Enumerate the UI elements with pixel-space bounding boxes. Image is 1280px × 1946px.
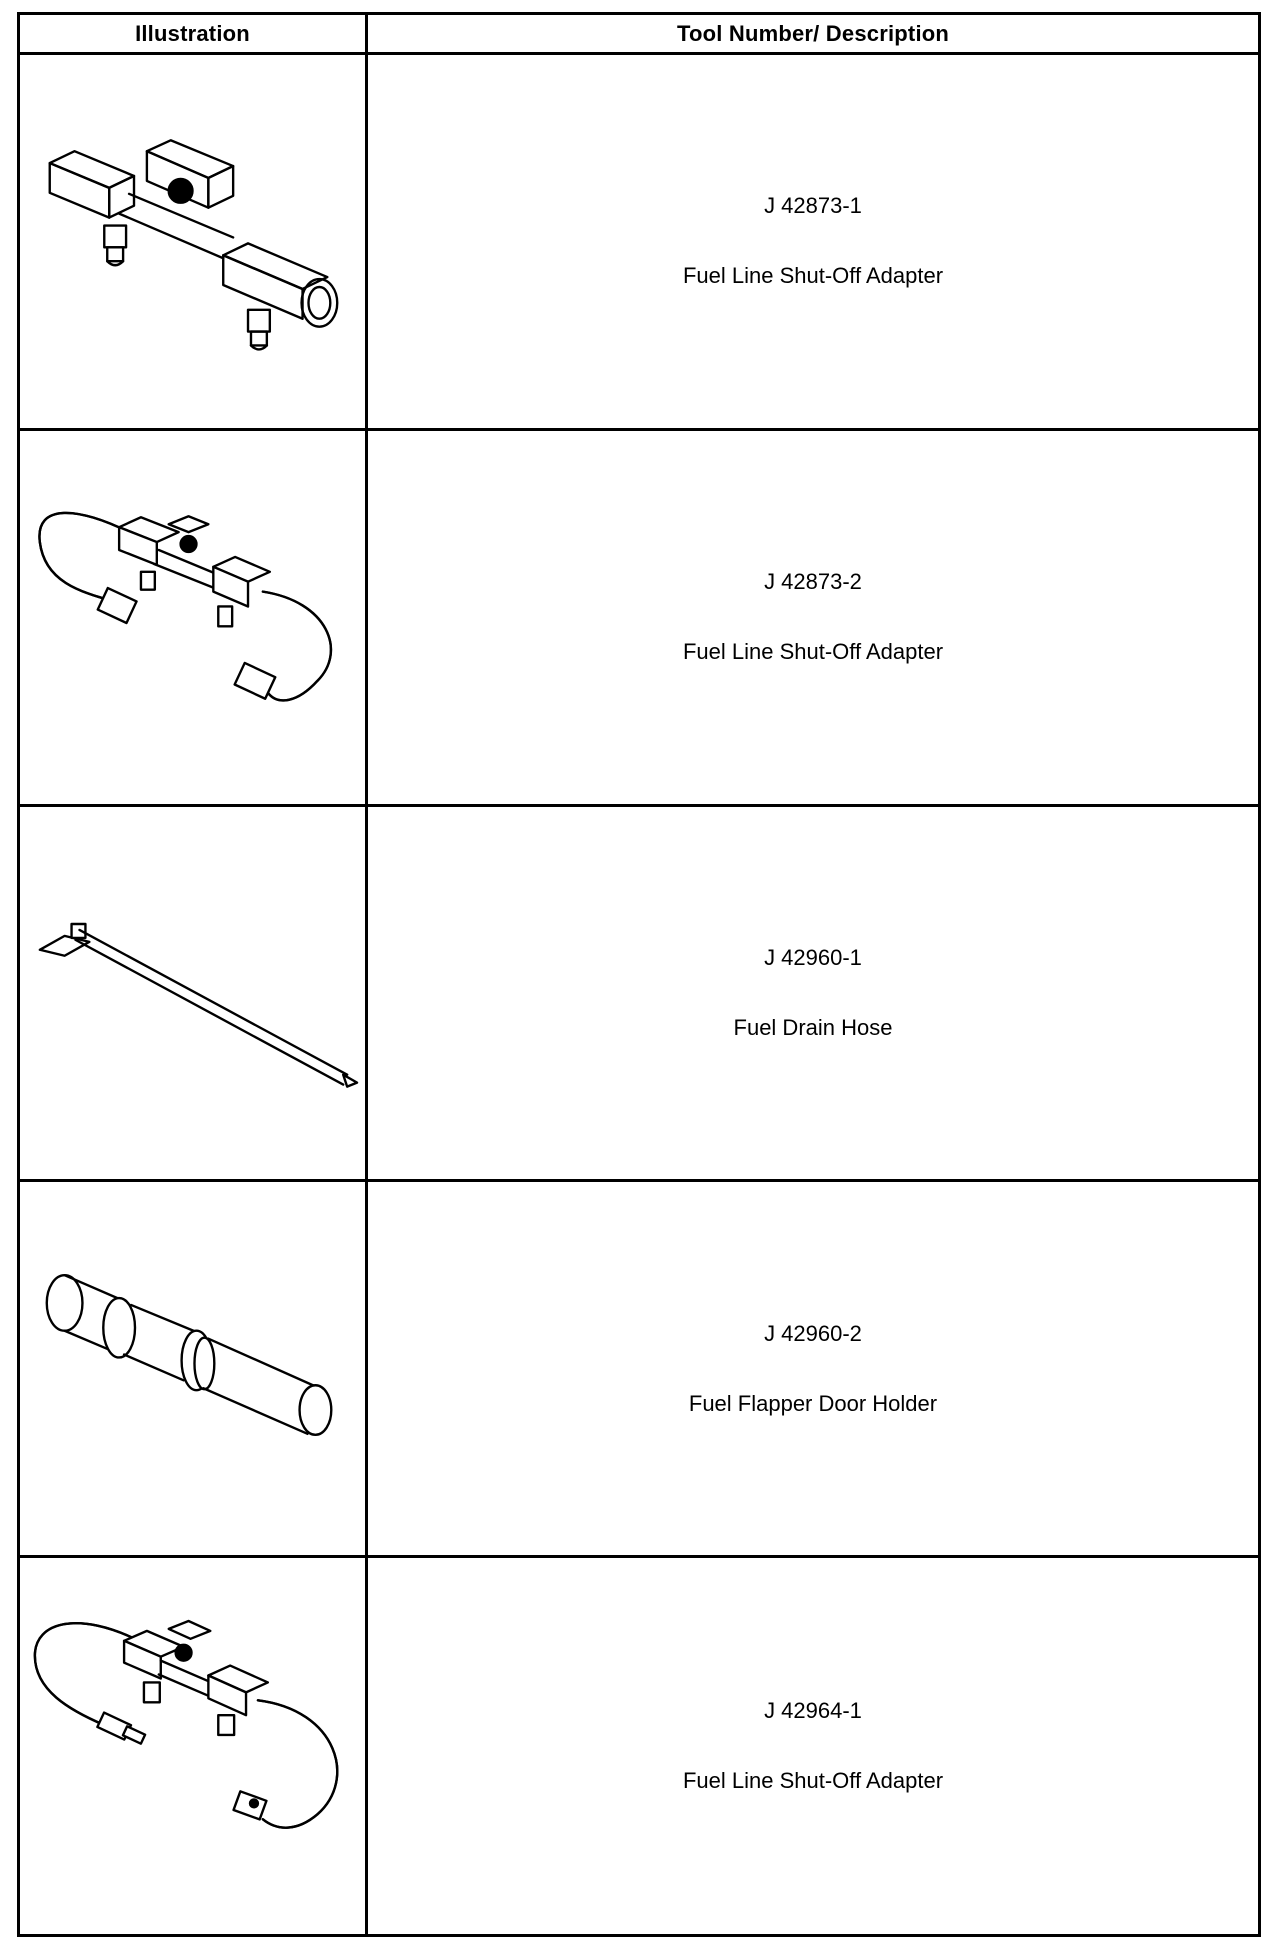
tool-number: J 42960-1 bbox=[764, 944, 862, 970]
fuel-drain-hose-icon bbox=[20, 807, 365, 1180]
row-2-illustration bbox=[20, 431, 368, 807]
tool-description: Fuel Line Shut-Off Adapter bbox=[682, 263, 944, 289]
row-5-illustration bbox=[20, 1558, 368, 1934]
header-illustration-label: Illustration bbox=[135, 20, 250, 46]
tool-number: J 42873-2 bbox=[764, 569, 862, 595]
fuel-line-shutoff-adapter-valve-icon bbox=[20, 55, 365, 428]
header-illustration bbox=[20, 15, 368, 55]
fuel-line-shutoff-adapter-loop-icon bbox=[20, 1558, 365, 1934]
row-4-description bbox=[368, 1182, 1258, 1558]
row-2-description bbox=[368, 431, 1258, 807]
row-3-description bbox=[368, 807, 1258, 1183]
tool-description: Fuel Drain Hose bbox=[733, 1014, 893, 1040]
header-description-label: Tool Number/ Description bbox=[676, 20, 950, 46]
tool-description: Fuel Line Shut-Off Adapter bbox=[682, 1768, 944, 1794]
tool-description: Fuel Flapper Door Holder bbox=[688, 1390, 938, 1416]
fuel-flapper-door-holder-icon bbox=[20, 1182, 365, 1555]
row-4-illustration bbox=[20, 1182, 368, 1558]
row-3-illustration bbox=[20, 807, 368, 1183]
header-description bbox=[368, 15, 1258, 55]
tool-number: J 42964-1 bbox=[764, 1698, 862, 1724]
row-5-description bbox=[368, 1558, 1258, 1934]
tool-table bbox=[17, 12, 1261, 1937]
tool-description: Fuel Line Shut-Off Adapter bbox=[682, 639, 944, 665]
tool-number: J 42960-2 bbox=[764, 1320, 862, 1346]
row-1-illustration bbox=[20, 55, 368, 431]
fuel-line-shutoff-adapter-hose-icon bbox=[20, 431, 365, 804]
tool-number: J 42873-1 bbox=[764, 193, 862, 219]
row-1-description bbox=[368, 55, 1258, 431]
